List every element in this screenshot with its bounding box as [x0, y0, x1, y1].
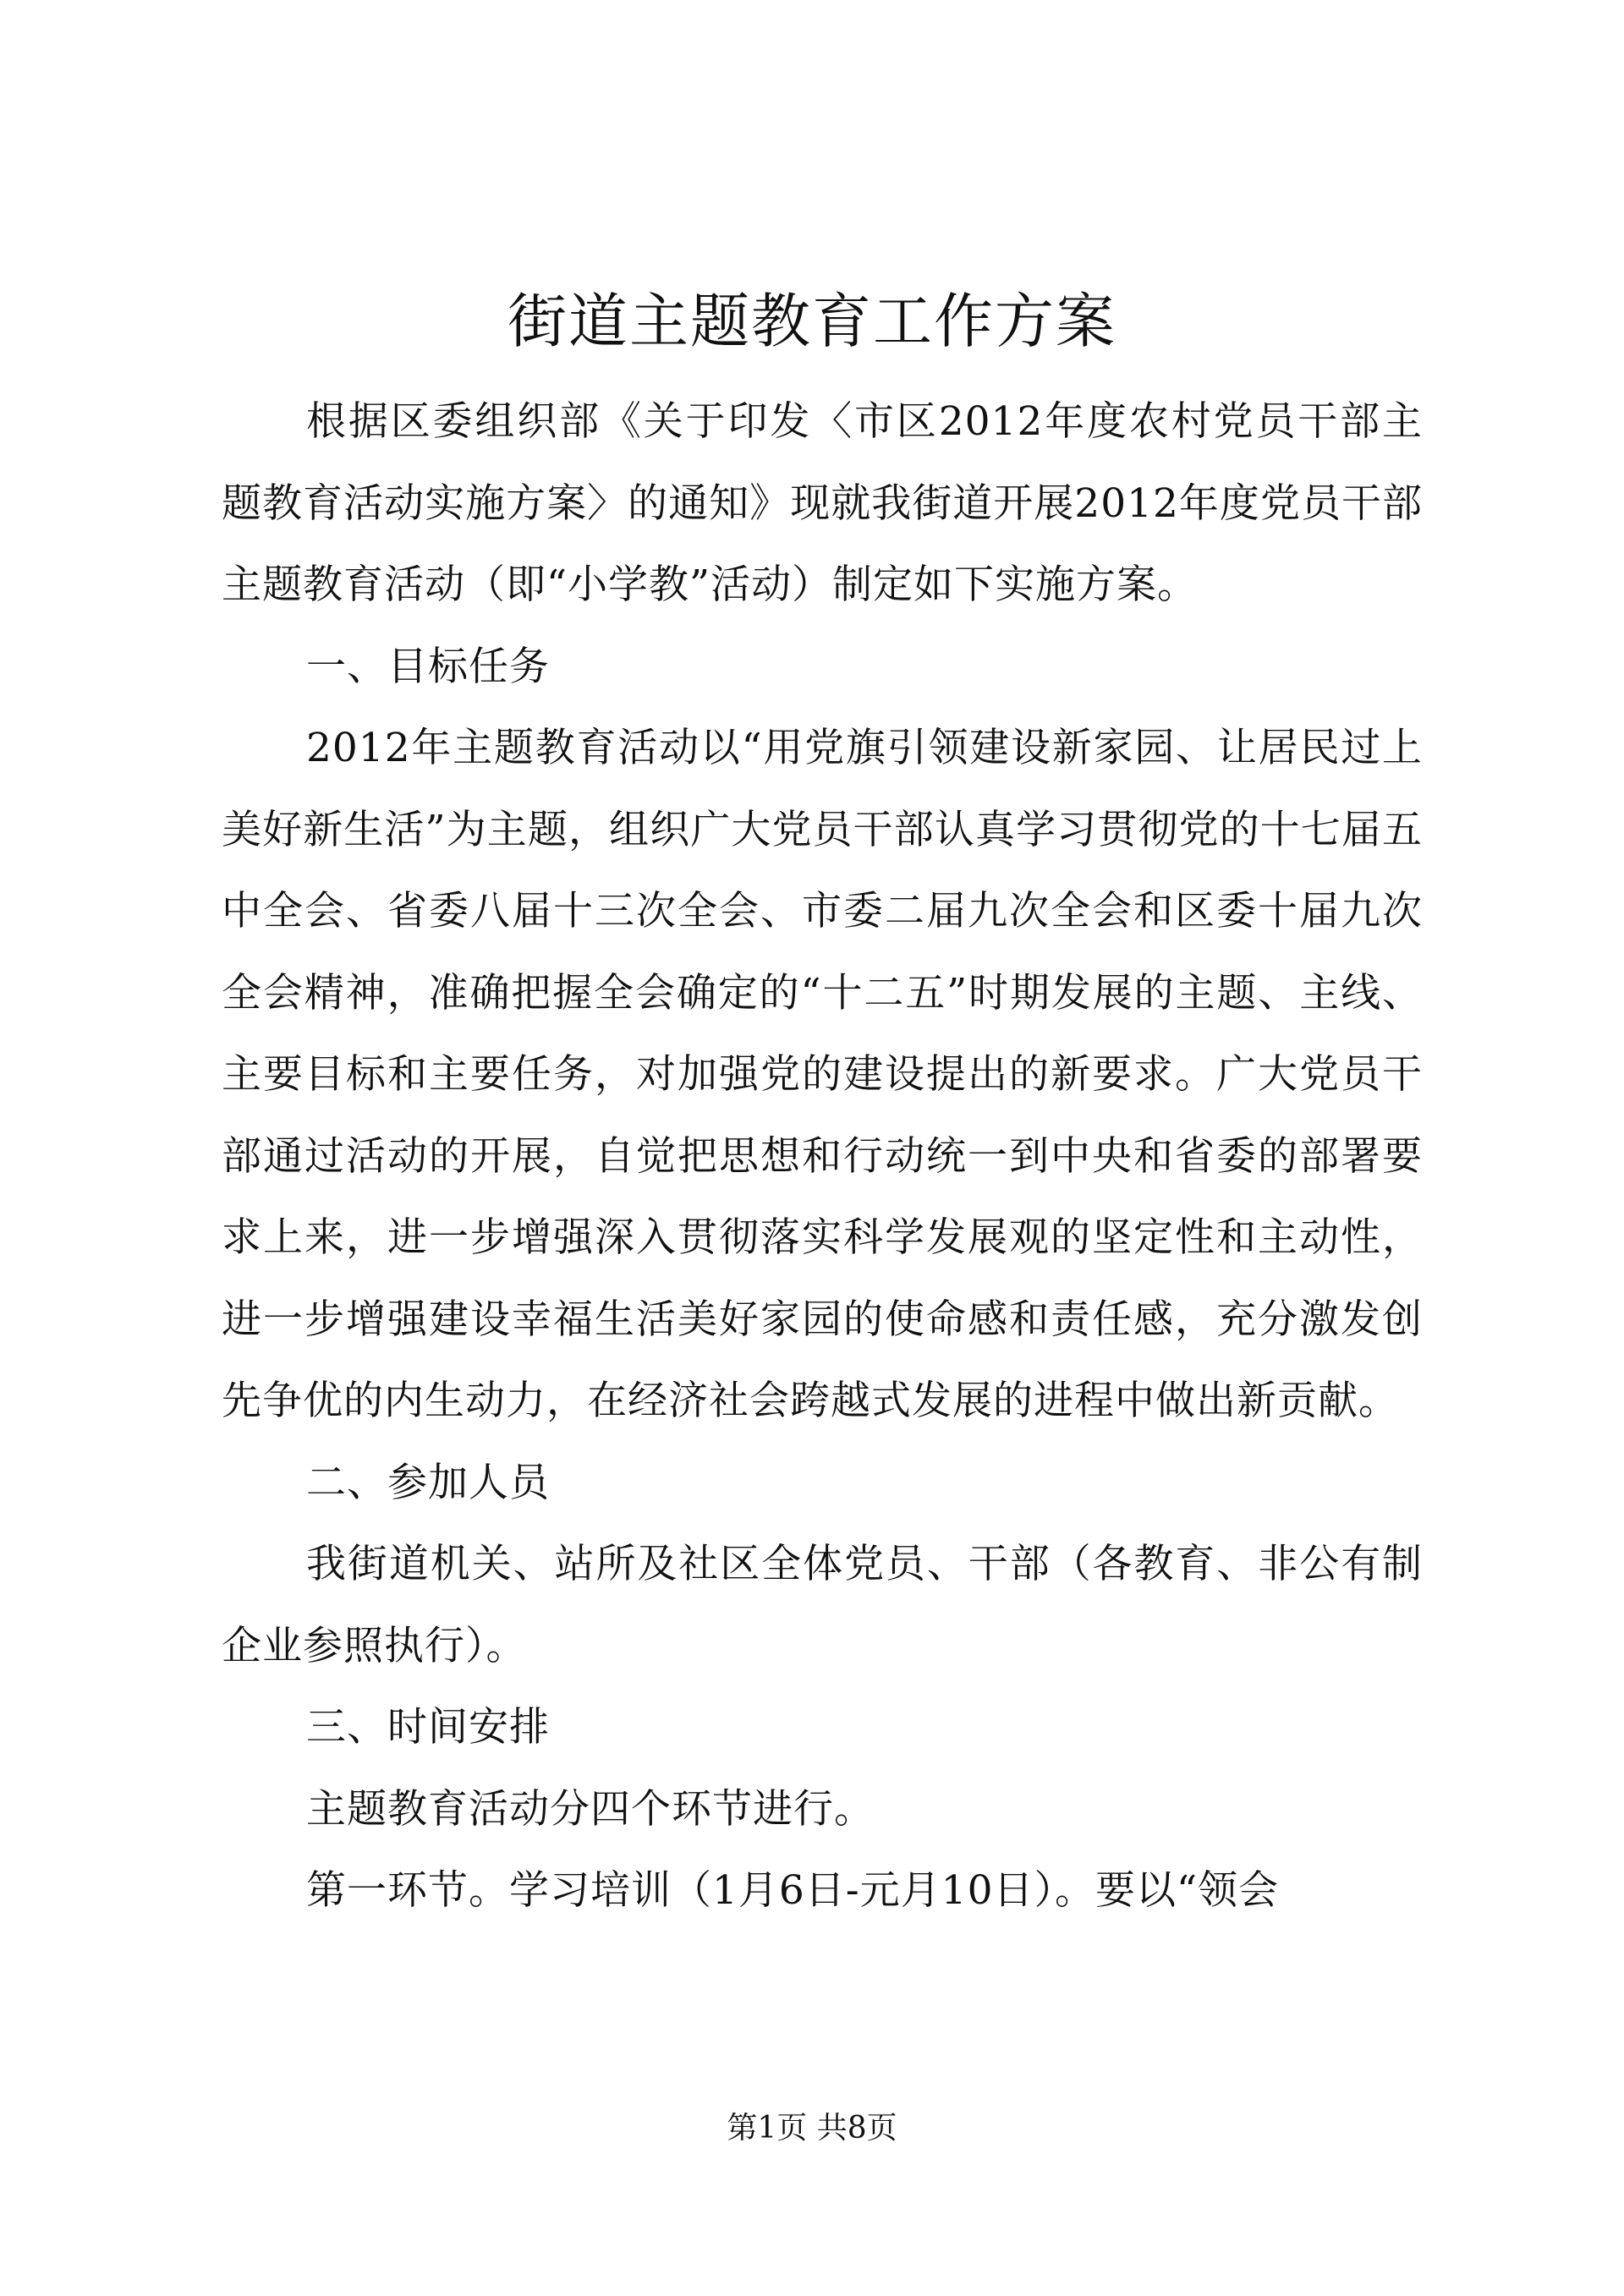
- page-footer: 第1页 共8页: [727, 2111, 897, 2145]
- section-heading-schedule: 三、时间安排: [306, 1704, 550, 1751]
- document-body: [222, 381, 1423, 1932]
- paragraph-goals: 2012年主题教育活动以“用党旗引领建设新家园、让居民过上美好新生活”为主题，组织广大党员干部认真学习贯彻党的十七届五中全会、省委八届十三次全会、市委二届九次全会和区委十届九次全会精神，准确把握全会确定的“十二五”时期发展的主题、主线、主要目标和主要任务，对加强党的建设提出的新要求。广大党员干部通过活动的开展，自觉把思想和行动统一到中央和省委的部署要求上来，进一步增强深入贯彻落实科学发展观的坚定性和主动性，进一步增强建设幸福生活美好家园的使命感和责任感，充分激发创先争优的内生动力，在经济社会跨越式发展的进程中做出新贡献。: [222, 725, 1423, 1424]
- paragraph-intro: 根据区委组织部《关于印发〈市区2012年度农村党员干部主题教育活动实施方案〉的通知》现就我街道开展2012年度党员干部主题教育活动（即“小学教”活动）制定如下实施方案。: [222, 398, 1423, 608]
- paragraph-participants: 我街道机关、站所及社区全体党员、干部（各教育、非公有制企业参照执行）。: [222, 1541, 1423, 1669]
- section-heading-goals: 一、目标任务: [306, 643, 550, 690]
- paragraph-phase-one: 第一环节。学习培训（1月6日-元月10日）。要以“领会: [306, 1867, 1280, 1914]
- paragraph-schedule-overview: 主题教育活动分四个环节进行。: [306, 1785, 875, 1833]
- document-title: 街道主题教育工作方案: [508, 287, 1116, 356]
- section-heading-participants: 二、参加人员: [306, 1459, 550, 1506]
